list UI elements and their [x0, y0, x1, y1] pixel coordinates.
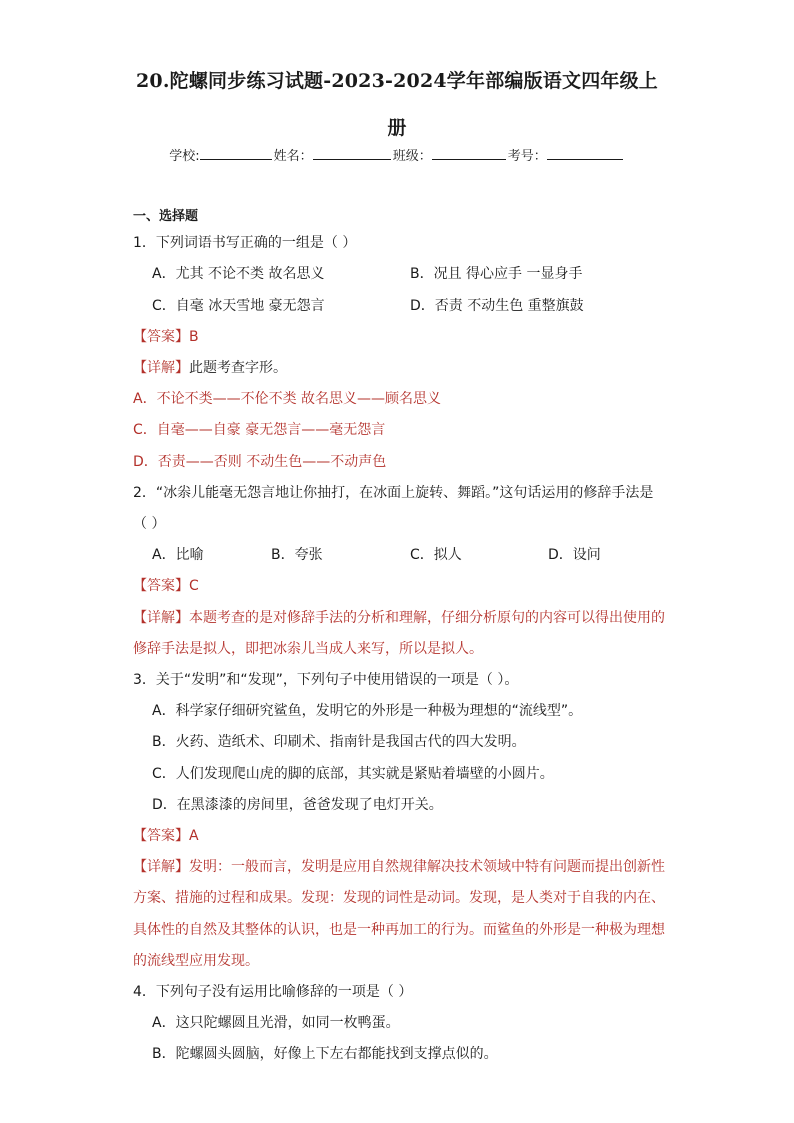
q2-option-a: A．比喻 [152, 547, 204, 563]
q3-stem: 3．关于“发明”和“发现”，下列句子中使用错误的一项是（ ）。 [133, 672, 519, 688]
q1-note-d: D．否责——否则 不动生色——不动声色 [133, 454, 387, 470]
answer-value: B [189, 329, 199, 345]
q2-answer [133, 576, 199, 596]
school-label: 学校: [169, 149, 200, 164]
q3-analysis-line1 [133, 857, 665, 877]
q1-analysis [133, 358, 287, 378]
q1-option-c: C．自毫 冰天雪地 豪无怨言 [152, 298, 325, 314]
q4-option-a: A．这只陀螺圆且光滑，如同一枚鸭蛋。 [152, 1015, 400, 1031]
q4-option-b: B．陀螺圆头圆脑，好像上下左右都能找到支撑点似的。 [152, 1046, 498, 1062]
q1-answer [133, 327, 199, 347]
q1-option-b: B．况且 得心应手 一显身手 [410, 266, 583, 282]
doc-title-line2: 册 [387, 117, 407, 139]
q3-analysis-line2: 方案、措施的过程和成果。发现：发现的词性是动词。发现，是人类对于自我的内在、 [133, 890, 665, 906]
q2-option-d: D．设问 [548, 547, 601, 563]
analysis-text: 此题考查字形。 [189, 360, 287, 376]
q3-analysis-line4: 的流线型应用发现。 [133, 953, 259, 969]
q3-option-b: B．火药、造纸术、印刷术、指南针是我国古代的四大发明。 [152, 734, 526, 750]
class-label: 班级： [392, 149, 432, 164]
q2-option-b: B．夸张 [271, 547, 323, 563]
q4-stem: 4．下列句子没有运用比喻修辞的一项是（ ） [133, 984, 413, 1000]
analysis-label: 【详解】 [133, 859, 189, 875]
q1-option-a: A．尤其 不论不类 故名思义 [152, 266, 325, 282]
q3-answer [133, 826, 199, 846]
answer-value: C [189, 578, 199, 594]
school-blank[interactable] [200, 147, 272, 160]
q1-stem: 1．下列词语书写正确的一组是（ ） [133, 235, 357, 251]
name-label: 姓名： [273, 149, 313, 164]
q3-option-a: A．科学家仔细研究鲨鱼，发明它的外形是一种极为理想的“流线型”。 [152, 703, 583, 719]
class-blank[interactable] [432, 147, 506, 160]
answer-label: 【答案】 [133, 578, 189, 594]
q2-option-c: C．拟人 [410, 547, 462, 563]
q1-note-a: A．不论不类——不伦不类 故名思义——顾名思义 [133, 391, 442, 407]
analysis-label: 【详解】 [133, 610, 189, 626]
q3-option-c: C．人们发现爬山虎的脚的底部，其实就是紧贴着墙壁的小圆片。 [152, 766, 554, 782]
doc-title-line1: 20.陀螺同步练习试题-2023-2024学年部编版语文四年级上 [136, 70, 658, 92]
analysis-text: 发明：一般而言，发明是应用自然规律解决技术领域中特有问题而提出创新性 [189, 859, 665, 875]
answer-value: A [189, 828, 199, 844]
section-heading: 一、选择题 [133, 209, 199, 224]
q3-analysis-line3: 具体性的自然及其整体的认识，也是一种再加工的行为。而鲨鱼的外形是一种极为理想 [133, 922, 665, 938]
analysis-label: 【详解】 [133, 360, 189, 376]
q2-stem-line2: （ ） [133, 516, 166, 532]
q2-stem-line1: 2．“冰尜儿能毫无怨言地让你抽打，在冰面上旋转、舞蹈。”这句话运用的修辞手法是 [133, 485, 654, 501]
q2-analysis-line1 [133, 608, 665, 628]
number-label: 考号： [507, 149, 547, 164]
answer-label: 【答案】 [133, 828, 189, 844]
q2-analysis-line2: 修辞手法是拟人，即把冰尜儿当成人来写，所以是拟人。 [133, 641, 483, 657]
q1-option-d: D．否责 不动生色 重整旗鼓 [410, 298, 584, 314]
analysis-text: 本题考查的是对修辞手法的分析和理解，仔细分析原句的内容可以得出使用的 [189, 610, 665, 626]
student-info-row [0, 145, 794, 164]
q3-option-d: D．在黑漆漆的房间里，爸爸发现了电灯开关。 [152, 797, 443, 813]
answer-label: 【答案】 [133, 329, 189, 345]
q1-note-c: C．自毫——自豪 豪无怨言——毫无怨言 [133, 422, 386, 438]
name-blank[interactable] [313, 147, 391, 160]
number-blank[interactable] [547, 147, 623, 160]
